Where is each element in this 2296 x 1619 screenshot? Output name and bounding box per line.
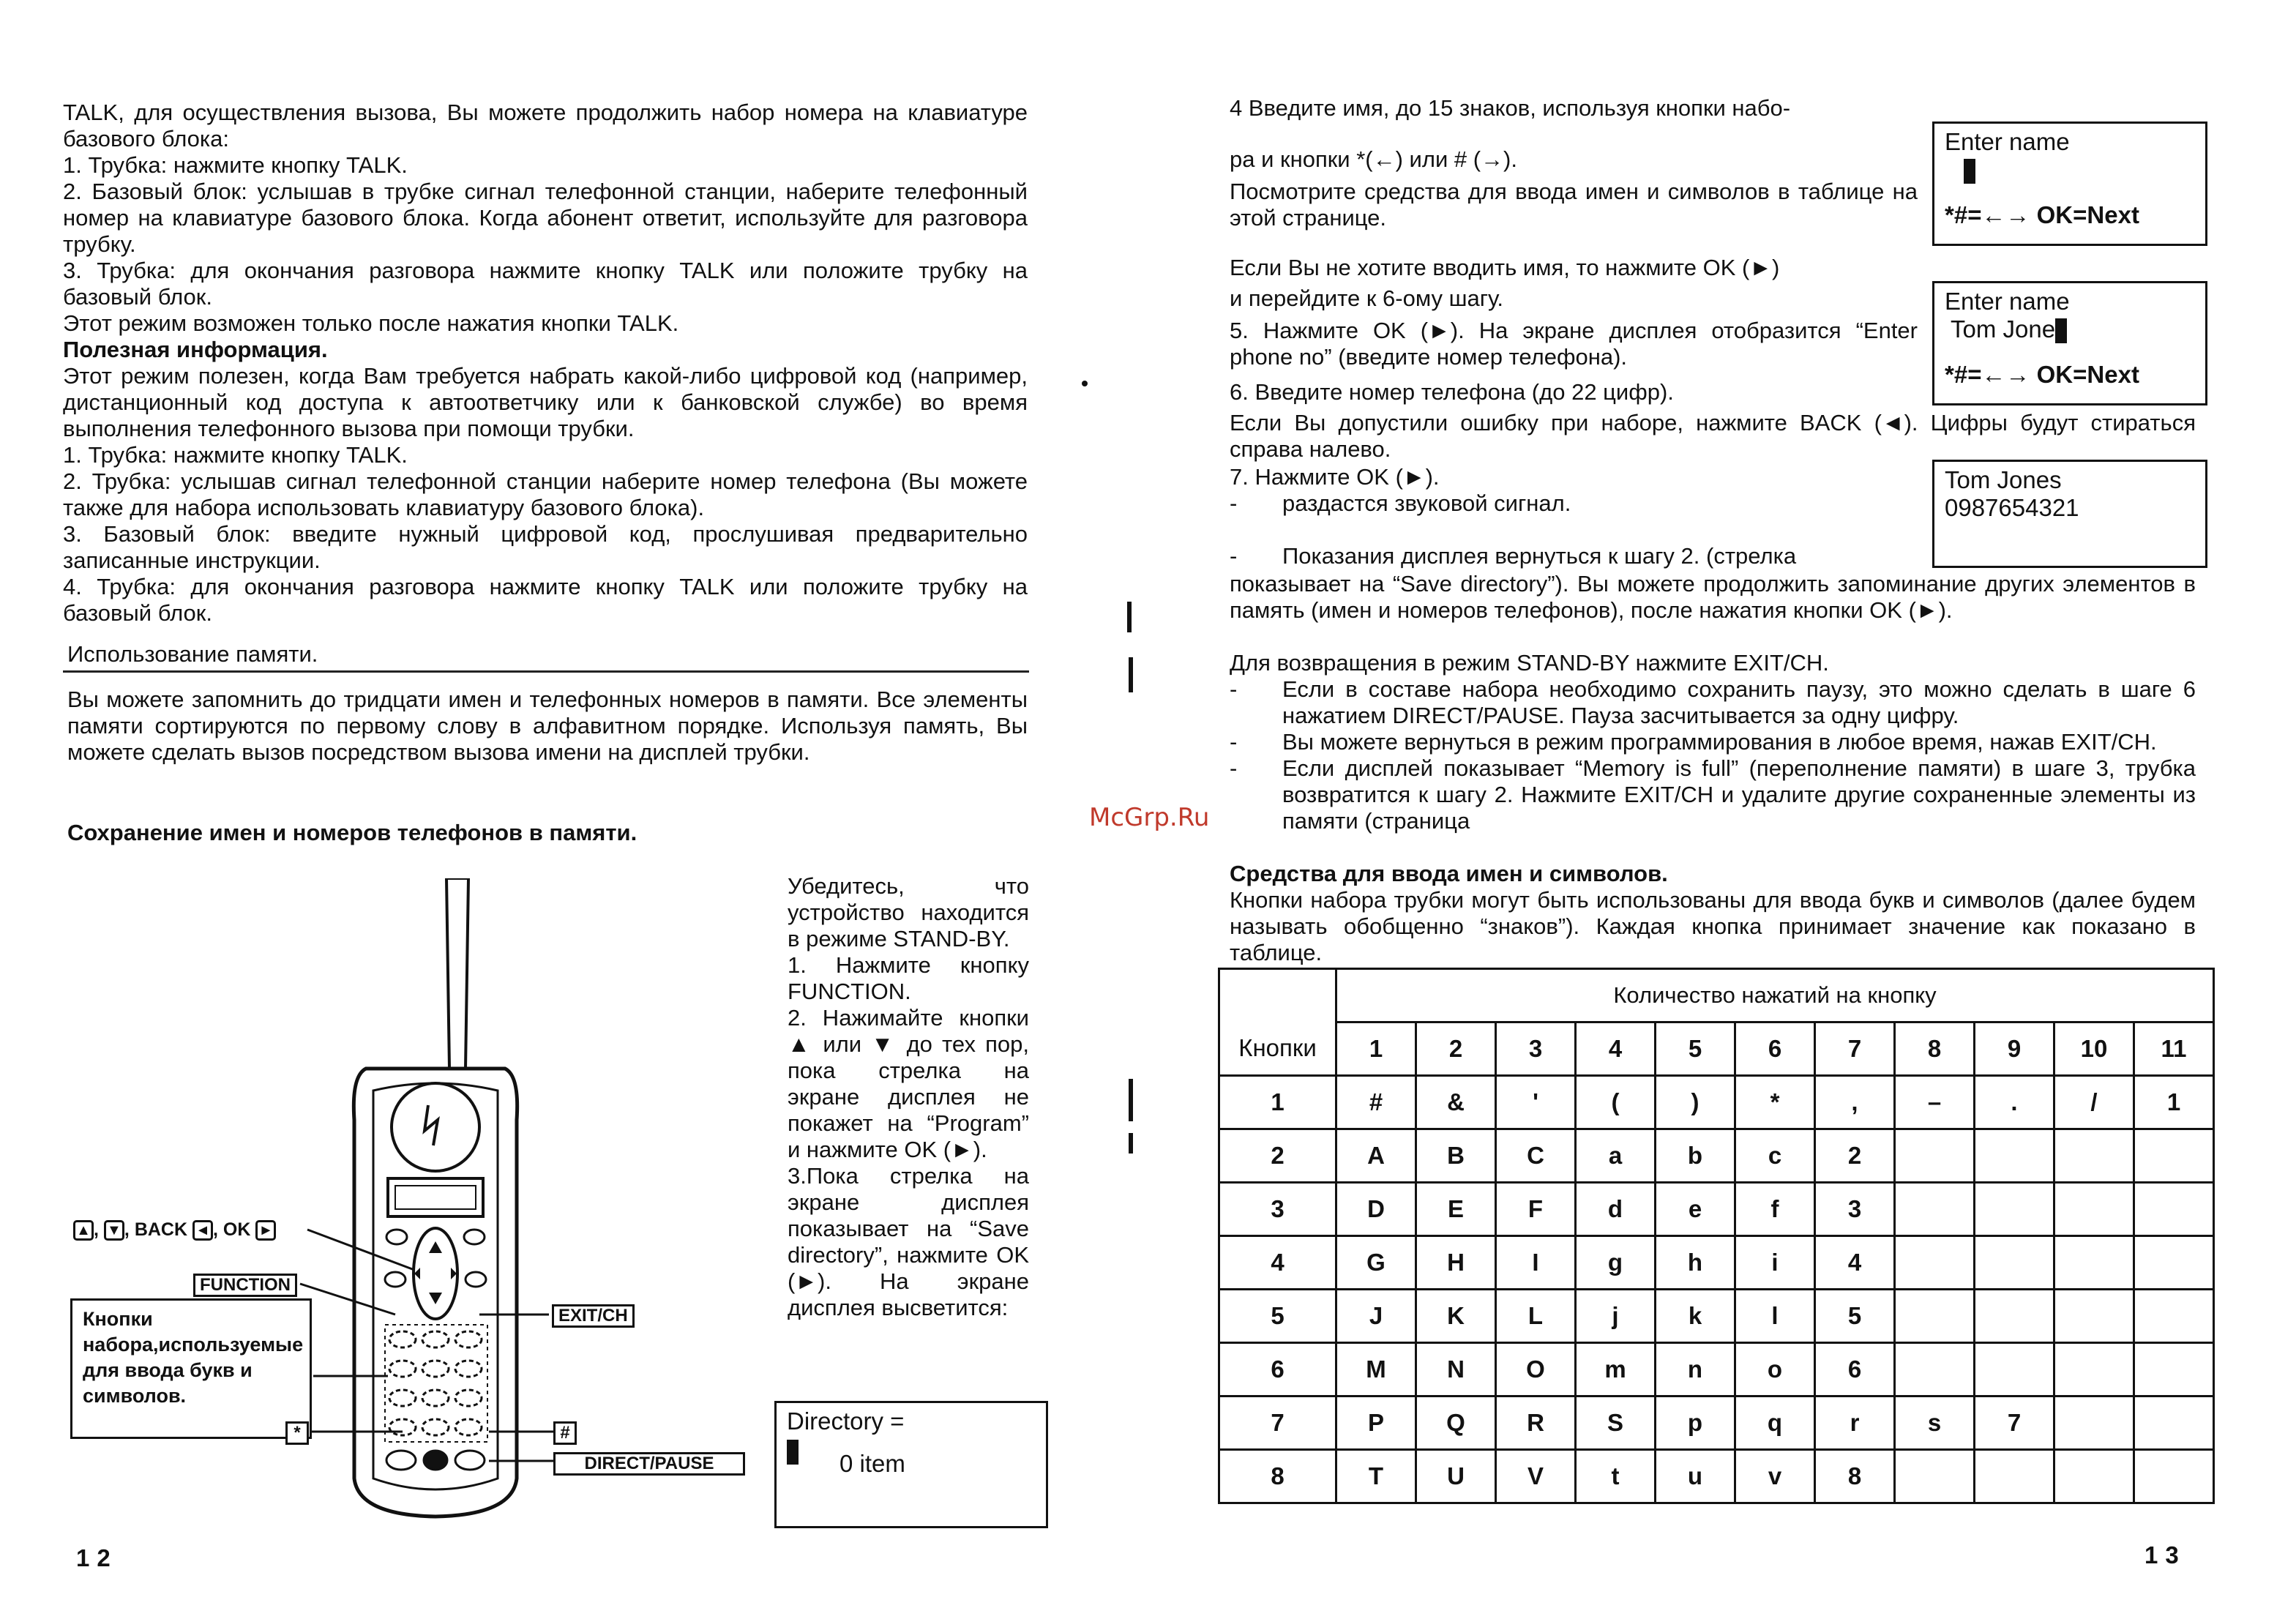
table-cell: 8 — [1815, 1450, 1895, 1503]
paragraph: 2. Базовый блок: услышав в трубке сигнал телефонной станции, наберите телефонный номер на клавиатуре базового блока. Когда абонент ответит, используйте для разговора трубку. — [63, 179, 1028, 257]
table-cell: 3 — [1815, 1183, 1895, 1236]
table-cell: o — [1735, 1343, 1815, 1396]
table-header-cell: 7 — [1815, 1022, 1895, 1076]
table-cell: u — [1656, 1450, 1735, 1503]
table-cell: V — [1496, 1450, 1576, 1503]
instruction: 3.Пока стрелка на экране дисплея показывает на “Save directory”, нажмите OK (►). На экране дисплея высветится: — [788, 1163, 1029, 1320]
lcd-line: Enter name — [1945, 288, 2070, 315]
table-cell: N — [1416, 1343, 1496, 1396]
table-cell: 2 — [1815, 1129, 1895, 1183]
lcd-line: 0 item — [840, 1450, 905, 1478]
paragraph: Этот режим возможен только после нажатия кнопки TALK. — [63, 310, 679, 336]
paragraph: 1. Трубка: нажмите кнопку TALK. — [63, 152, 408, 178]
save-instructions — [788, 873, 1029, 1321]
table-header-cell: 8 — [1895, 1022, 1975, 1076]
paragraph: 4. Трубка: для окончания разговора нажмите кнопку TALK или положите трубку на базовый блок. — [63, 574, 1028, 626]
paragraph: 3. Базовый блок: введите нужный цифровой код, прослушивая предварительно записанные инструкции. — [63, 521, 1028, 573]
bullet-beep: - раздастся звуковой сигнал. — [1230, 490, 2296, 517]
table-cell: s — [1895, 1396, 1975, 1450]
table-cell — [1895, 1290, 1975, 1343]
table-row — [1219, 1236, 2214, 1290]
table-cell — [2054, 1396, 2134, 1450]
back-label: BACK — [134, 1219, 188, 1240]
bullet-display: - Показания дисплея вернуться к шагу 2. (стрелка — [1230, 543, 2296, 569]
table-cell: r — [1815, 1396, 1895, 1450]
table-header-cell: 10 — [2054, 1022, 2134, 1076]
up-arrow-icon: ▲ — [73, 1220, 94, 1241]
table-row — [1219, 1076, 2214, 1129]
lcd-line — [1945, 156, 2195, 184]
star-key-label: * — [285, 1421, 309, 1445]
table-cell: 2 — [1219, 1129, 1336, 1183]
table-cell — [2134, 1236, 2214, 1290]
table-header-cell: Кнопки — [1219, 1022, 1336, 1076]
nav-keys-label: ▲ , ▼ , BACK ◄ , OK ► — [73, 1219, 276, 1241]
table-cell — [1975, 1236, 2054, 1290]
table-cell: q — [1735, 1396, 1815, 1450]
instruction: 1. Нажмите кнопку FUNCTION. — [788, 952, 1029, 1004]
lcd-directory — [774, 1401, 1048, 1528]
lcd-entry: Tom Jone — [1951, 315, 2056, 343]
lcd-line: 0987654321 — [1945, 494, 2079, 521]
table-cell: 3 — [1219, 1183, 1336, 1236]
table-corner — [1219, 969, 1336, 1022]
table-cell — [2054, 1183, 2134, 1236]
table-cell: 4 — [1815, 1236, 1895, 1290]
table-cell: S — [1576, 1396, 1656, 1450]
lcd-tom-jones — [1932, 460, 2207, 568]
lcd-line: *#=←→ OK=Next — [1945, 361, 2139, 389]
table-cell: 7 — [1975, 1396, 2054, 1450]
save-heading: Сохранение имен и номеров телефонов в памяти. — [67, 820, 637, 845]
step-4-line-3: Посмотрите средства для ввода имен и символов в таблице на этой странице. — [1230, 179, 1918, 231]
table-header-cell: 9 — [1975, 1022, 2054, 1076]
table-cell: 7 — [1219, 1396, 1336, 1450]
table-cell: b — [1656, 1129, 1735, 1183]
table-cell: – — [1895, 1076, 1975, 1129]
table-row — [1219, 1183, 2214, 1236]
table-cell: O — [1496, 1343, 1576, 1396]
table-cell: 8 — [1219, 1450, 1336, 1503]
table-cell: ( — [1576, 1076, 1656, 1129]
watermark: McGrp.Ru — [1089, 803, 1210, 832]
hash-key-label: # — [553, 1421, 577, 1445]
table-cell — [1975, 1183, 2054, 1236]
exit-ch-label: EXIT/CH — [552, 1304, 635, 1328]
table-cell: U — [1416, 1450, 1496, 1503]
table-caption-row — [1219, 969, 2214, 1022]
lcd-line: Enter name — [1945, 128, 2070, 155]
lcd-line: *#=←→ OK=Next — [1945, 201, 2139, 229]
table-cell: 6 — [1815, 1343, 1895, 1396]
table-header-cell: 5 — [1656, 1022, 1735, 1076]
table-cell: M — [1336, 1343, 1416, 1396]
table-caption: Количество нажатий на кнопку — [1336, 969, 2214, 1022]
table-cell: / — [2054, 1076, 2134, 1129]
table-cell: E — [1416, 1183, 1496, 1236]
instruction: 2. Нажимайте кнопки ▲ или ▼ до тех пор, пока стрелка на экране дисплея не покажет на “Program” и нажмите OK (►). — [788, 1005, 1029, 1162]
paragraph: 2. Трубка: услышав сигнал телефонной станции наберите номер телефона (Вы можете также для набора использовать клавиатуру базового блока). — [63, 468, 1028, 520]
table-cell: 1 — [1219, 1076, 1336, 1129]
paragraph: 3. Трубка: для окончания разговора нажмите кнопку TALK или положите трубку на базовый блок. — [63, 258, 1028, 310]
table-cell: d — [1576, 1183, 1656, 1236]
table-cell — [2054, 1129, 2134, 1183]
paragraph: 1. Трубка: нажмите кнопку TALK. — [63, 442, 408, 468]
table-cell: C — [1496, 1129, 1576, 1183]
table-cell: 4 — [1219, 1236, 1336, 1290]
table-header-cell: 3 — [1496, 1022, 1576, 1076]
ok-label: OK — [223, 1219, 251, 1240]
table-cell: G — [1336, 1236, 1416, 1290]
table-cell: A — [1336, 1129, 1416, 1183]
table-cell: e — [1656, 1183, 1735, 1236]
table-cell — [1975, 1290, 2054, 1343]
table-cell: ' — [1496, 1076, 1576, 1129]
table-cell: K — [1416, 1290, 1496, 1343]
skip-line-2: и перейдите к 6-ому шагу. — [1230, 285, 1504, 311]
table-cell: m — [1576, 1343, 1656, 1396]
cursor-block — [1964, 159, 1975, 184]
lcd-enter-name-tom — [1932, 281, 2207, 405]
tools-text: Кнопки набора трубки могут быть использованы для ввода букв и символов (далее будем называть обобщенно “знаков”). Каждая кнопка принимает значение как показано в таблице. — [1230, 887, 2196, 965]
paragraph: Этот режим полезен, когда Вам требуется набрать какой-либо цифровой код (например, дистанционный код доступа к автоответчику или к банковской службе) во время выполнения телефонного вызова при помощи трубки. — [63, 363, 1028, 441]
margin-mark — [1129, 1079, 1133, 1121]
table-cell: p — [1656, 1396, 1735, 1450]
step-4-line-1: 4 Введите имя, до 15 знаков, используя кнопки набо- — [1230, 95, 1791, 121]
table-cell — [2054, 1343, 2134, 1396]
table-cell — [1895, 1129, 1975, 1183]
table-row — [1219, 1396, 2214, 1450]
skip-line-1: Если Вы не хотите вводить имя, то нажмите OK (►) — [1230, 255, 1780, 280]
table-cell: J — [1336, 1290, 1416, 1343]
page-number-left: 12 — [76, 1544, 118, 1571]
table-cell — [1975, 1129, 2054, 1183]
table-cell: I — [1496, 1236, 1576, 1290]
table-cell: T — [1336, 1450, 1416, 1503]
table-cell: j — [1576, 1290, 1656, 1343]
table-cell: F — [1496, 1183, 1576, 1236]
table-cell — [1975, 1450, 2054, 1503]
table-cell — [2054, 1290, 2134, 1343]
table-row — [1219, 1290, 2214, 1343]
table-cell: t — [1576, 1450, 1656, 1503]
table-cell — [2134, 1129, 2214, 1183]
table-cell: k — [1656, 1290, 1735, 1343]
note-item: - Вы можете вернуться в режим программирования в любое время, нажав EXIT/CH. — [1230, 729, 2196, 755]
table-cell: B — [1416, 1129, 1496, 1183]
keypad-note: Кнопки набора,используемые для ввода букв и символов. — [70, 1298, 312, 1439]
table-cell: . — [1975, 1076, 2054, 1129]
table-cell: f — [1735, 1183, 1815, 1236]
table-cell: 1 — [2134, 1076, 2214, 1129]
margin-dot — [1082, 381, 1088, 386]
table-cell: g — [1576, 1236, 1656, 1290]
table-cell: Q — [1416, 1396, 1496, 1450]
table-cell: R — [1496, 1396, 1576, 1450]
table-cell: P — [1336, 1396, 1416, 1450]
standby-note: Для возвращения в режим STAND-BY нажмите EXIT/CH. — [1230, 650, 1829, 676]
table-row — [1219, 1129, 2214, 1183]
table-header-row — [1219, 1022, 2214, 1076]
table-cell — [2134, 1343, 2214, 1396]
table-header-cell: 4 — [1576, 1022, 1656, 1076]
table-cell: i — [1735, 1236, 1815, 1290]
table-header-cell: 1 — [1336, 1022, 1416, 1076]
table-cell: l — [1735, 1290, 1815, 1343]
table-cell — [1895, 1450, 1975, 1503]
table-row — [1219, 1343, 2214, 1396]
table-cell — [2054, 1450, 2134, 1503]
lcd-line — [1945, 315, 2195, 343]
lcd-line: Tom Jones — [1945, 466, 2062, 493]
tools-heading: Средства для ввода имен и символов. — [1230, 861, 1668, 886]
table-cell: n — [1656, 1343, 1735, 1396]
ok-arrow-icon: ► — [255, 1220, 276, 1241]
table-header-cell: 2 — [1416, 1022, 1496, 1076]
table-cell: c — [1735, 1129, 1815, 1183]
table-cell: * — [1735, 1076, 1815, 1129]
table-row — [1219, 1450, 2214, 1503]
table-cell: 5 — [1815, 1290, 1895, 1343]
table-cell: D — [1336, 1183, 1416, 1236]
table-cell: H — [1416, 1236, 1496, 1290]
margin-mark — [1129, 657, 1133, 692]
character-table — [1218, 968, 2215, 1504]
step-4-line-2: ра и кнопки *(←) или # (→). — [1230, 146, 1517, 172]
table-header-cell: 11 — [2134, 1022, 2214, 1076]
step-7: 7. Нажмите OK (►). — [1230, 464, 1440, 490]
table-cell: h — [1656, 1236, 1735, 1290]
memory-heading: Использование памяти. — [67, 641, 318, 667]
error-note: Если Вы допустили ошибку при наборе, нажмите BACK (◄). Цифры будут стираться справа налево. — [1230, 410, 2196, 462]
table-cell — [2054, 1236, 2134, 1290]
table-cell: L — [1496, 1290, 1576, 1343]
cursor-block — [2055, 318, 2067, 343]
table-cell: v — [1735, 1450, 1815, 1503]
lcd-line: Directory = — [787, 1407, 905, 1435]
back-arrow-icon: ◄ — [192, 1220, 213, 1241]
step-5: 5. Нажмите OK (►). На экране дисплея отобразится “Enter phone no” (введите номер телефона). — [1230, 318, 1918, 370]
table-cell — [1895, 1343, 1975, 1396]
direct-pause-label: DIRECT/PAUSE — [553, 1452, 745, 1476]
table-cell: , — [1815, 1076, 1895, 1129]
table-cell — [2134, 1290, 2214, 1343]
table-cell — [2134, 1183, 2214, 1236]
table-cell — [1895, 1236, 1975, 1290]
step-6: 6. Введите номер телефона (до 22 цифр). — [1230, 379, 1674, 405]
down-arrow-icon: ▼ — [104, 1220, 124, 1241]
memory-text: Вы можете запомнить до тридцати имен и телефонных номеров в памяти. Все элементы памяти сортируются по первому слову в алфавитном порядке. Используя память, Вы можете сделать вызов посредством вызова имени на дисплей трубки. — [67, 687, 1028, 765]
instruction: Убедитесь, что устройство находится в режиме STAND-BY. — [788, 873, 1029, 951]
table-cell — [1895, 1183, 1975, 1236]
table-cell: ) — [1656, 1076, 1735, 1129]
table-cell — [2134, 1450, 2214, 1503]
page-number-right: 13 — [2144, 1541, 2186, 1568]
paragraph: TALK, для осуществления вызова, Вы можете продолжить набор номера на клавиатуре базового блока: — [63, 100, 1028, 152]
margin-mark — [1129, 1133, 1133, 1154]
continuation-text: показывает на “Save directory”). Вы можете продолжить запоминание других элементов в память (имен и номеров телефонов), после нажатия кнопки OK (►). — [1230, 571, 2196, 623]
table-cell: 5 — [1219, 1290, 1336, 1343]
notes-list — [1230, 676, 2196, 834]
lcd-enter-name — [1932, 121, 2207, 246]
table-cell: & — [1416, 1076, 1496, 1129]
margin-mark — [1127, 602, 1132, 632]
useful-info-heading: Полезная информация. — [63, 337, 328, 362]
table-cell — [1975, 1343, 2054, 1396]
table-cell: # — [1336, 1076, 1416, 1129]
table-cell — [2134, 1396, 2214, 1450]
note-item: - Если в составе набора необходимо сохранить паузу, это можно сделать в шаге 6 нажатием DIRECT/PAUSE. Пауза засчитывается за одну цифру. — [1230, 676, 2196, 729]
note-item: - Если дисплей показывает “Memory is full” (переполнение памяти) в шаге 3, трубка возвратится к шагу 2. Нажмите EXIT/CH и удалите другие сохраненные элементы из памяти (страница — [1230, 755, 2196, 834]
table-cell: 6 — [1219, 1343, 1336, 1396]
table-cell: a — [1576, 1129, 1656, 1183]
function-label: FUNCTION — [193, 1274, 297, 1297]
table-header-cell: 6 — [1735, 1022, 1815, 1076]
